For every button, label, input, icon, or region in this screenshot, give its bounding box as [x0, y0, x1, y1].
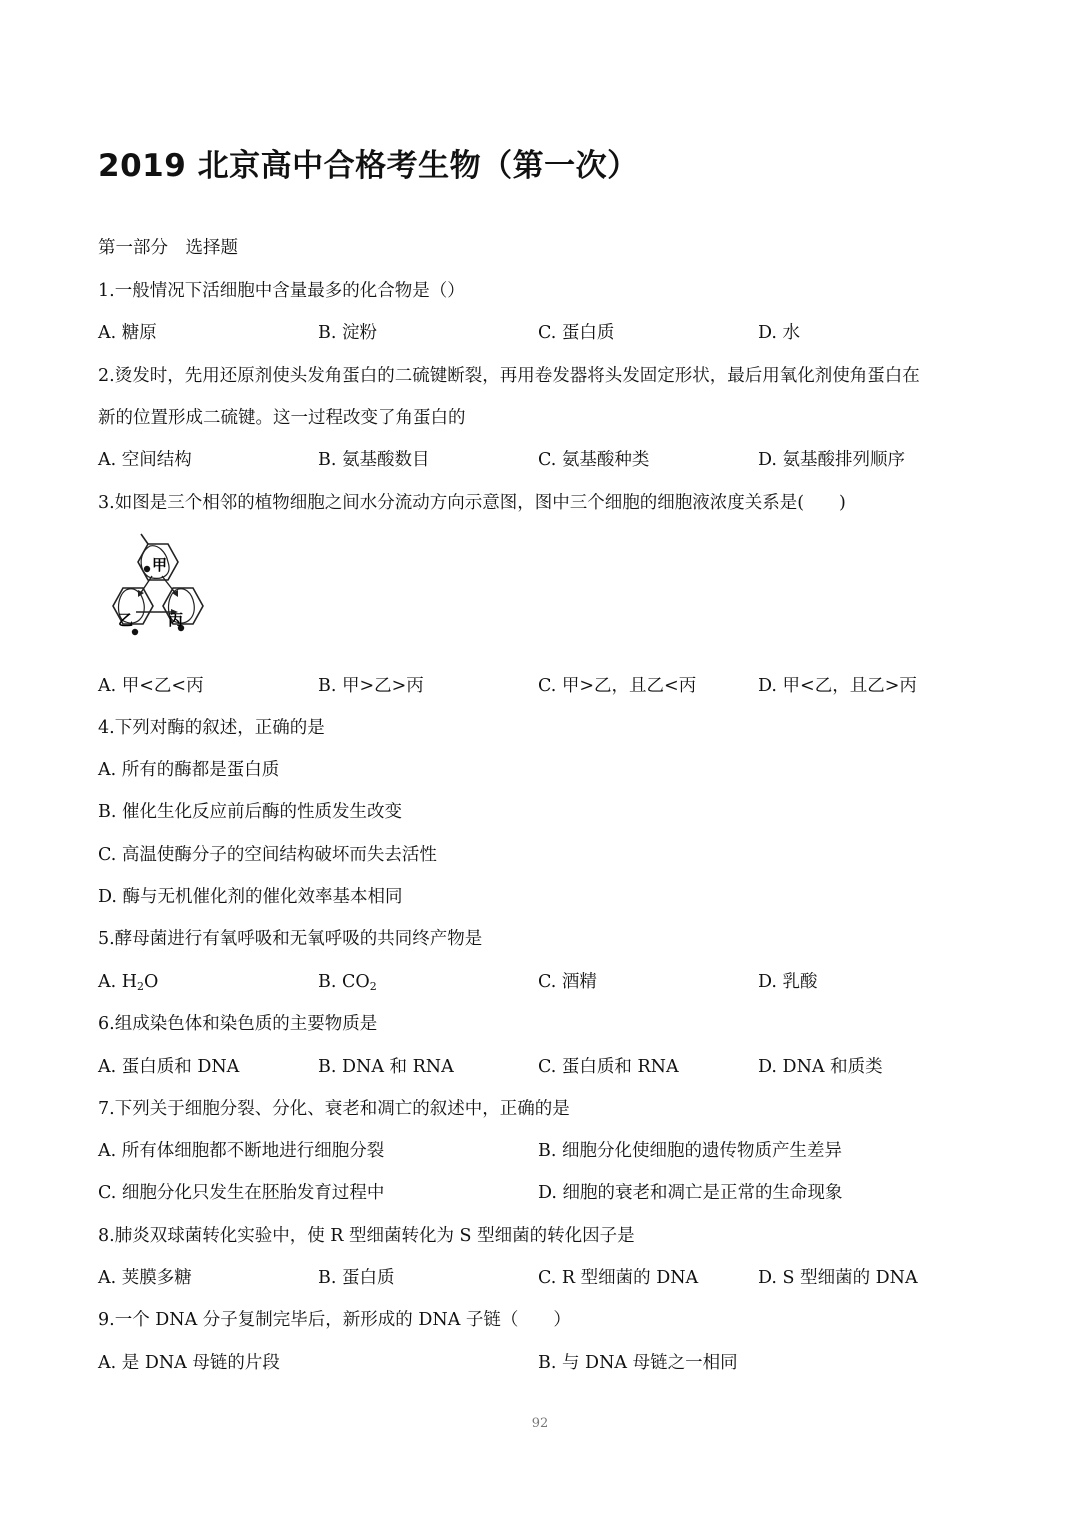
- nucleus-yi: [132, 629, 138, 635]
- question-4-stem: 4.下列对酶的叙述，正确的是: [98, 718, 325, 738]
- page-title: 2019 北京高中合格考生物（第一次）: [98, 148, 639, 184]
- question-3-stem: 3.如图是三个相邻的植物细胞之间水分流动方向示意图，图中三个细胞的细胞液浓度关系是( ): [98, 493, 846, 513]
- question-3-option-d: D. 甲<乙，且乙>丙: [758, 676, 917, 696]
- question-5-option-c: C. 酒精: [538, 972, 597, 992]
- flow-arrow-jia-to-yi: [140, 576, 152, 594]
- question-8-option-d: D. S 型细菌的 DNA: [758, 1268, 918, 1288]
- question-8-option-a: A. 荚膜多糖: [98, 1268, 192, 1288]
- question-9-option-b: B. 与 DNA 母链之一相同: [538, 1353, 738, 1373]
- question-6-option-c: C. 蛋白质和 RNA: [538, 1057, 679, 1077]
- question-1-stem: 1.一般情况下活细胞中含量最多的化合物是（）: [98, 281, 465, 301]
- question-2-stem-line-1: 2.烫发时，先用还原剂使头发角蛋白的二硫键断裂，再用卷发器将头发固定形状，最后用氧化剂使角蛋白在: [98, 366, 920, 386]
- question-7-option-b: B. 细胞分化使细胞的遗传物质产生差异: [538, 1141, 842, 1161]
- question-2-stem-line-2: 新的位置形成二硫键。这一过程改变了角蛋白的: [98, 408, 466, 428]
- question-4-option-a: A. 所有的酶都是蛋白质: [98, 760, 280, 780]
- question-4-option-c: C. 高温使酶分子的空间结构破坏而失去活性: [98, 845, 437, 865]
- question-8-stem: 8.肺炎双球菌转化实验中，使 R 型细菌转化为 S 型细菌的转化因子是: [98, 1226, 635, 1246]
- question-9-stem: 9.一个 DNA 分子复制完毕后，新形成的 DNA 子链（ ）: [98, 1310, 571, 1330]
- question-8-option-c: C. R 型细菌的 DNA: [538, 1268, 699, 1288]
- question-6-option-d: D. DNA 和质类: [758, 1057, 883, 1077]
- label-bing: 丙: [168, 611, 184, 629]
- question-2-option-c: C. 氨基酸种类: [538, 450, 650, 470]
- question-5-option-d: D. 乳酸: [758, 972, 818, 992]
- question-3-option-a: A. 甲<乙<丙: [98, 676, 204, 696]
- plant-cells-water-flow-diagram: [96, 532, 216, 648]
- question-4-option-b: B. 催化生化反应前后酶的性质发生改变: [98, 802, 402, 822]
- question-1-option-d: D. 水: [758, 323, 801, 343]
- question-3-option-b: B. 甲>乙>丙: [318, 676, 424, 696]
- question-5-option-b: B. $CO_2$: [318, 972, 377, 993]
- section-heading: 第一部分 选择题: [98, 238, 238, 258]
- question-2-option-d: D. 氨基酸排列顺序: [758, 450, 906, 470]
- question-5-stem: 5.酵母菌进行有氧呼吸和无氧呼吸的共同终产物是: [98, 929, 483, 949]
- question-7-option-d: D. 细胞的衰老和凋亡是正常的生命现象: [538, 1183, 843, 1203]
- question-3-option-c: C. 甲>乙，且乙<丙: [538, 676, 697, 696]
- label-jia: 甲: [152, 556, 168, 574]
- question-9-option-a: A. 是 DNA 母链的片段: [98, 1353, 280, 1373]
- question-1-option-a: A. 糖原: [98, 323, 157, 343]
- question-1-option-b: B. 淀粉: [318, 323, 377, 343]
- question-5-option-a: A. $H_2O$: [98, 972, 159, 993]
- question-8-option-b: B. 蛋白质: [318, 1268, 395, 1288]
- question-7-stem: 7.下列关于细胞分裂、分化、衰老和凋亡的叙述中，正确的是: [98, 1099, 570, 1119]
- question-2-option-a: A. 空间结构: [98, 450, 192, 470]
- question-6-option-b: B. DNA 和 RNA: [318, 1057, 454, 1077]
- question-6-stem: 6.组成染色体和染色质的主要物质是: [98, 1014, 378, 1034]
- question-6-option-a: A. 蛋白质和 DNA: [98, 1057, 240, 1077]
- question-2-option-b: B. 氨基酸数目: [318, 450, 430, 470]
- question-4-option-d: D. 酶与无机催化剂的催化效率基本相同: [98, 887, 403, 907]
- label-yi: 乙: [118, 611, 134, 629]
- question-7-option-a: A. 所有体细胞都不断地进行细胞分裂: [98, 1141, 385, 1161]
- nucleus-jia: [144, 566, 150, 572]
- question-1-option-c: C. 蛋白质: [538, 323, 615, 343]
- question-7-option-c: C. 细胞分化只发生在胚胎发育过程中: [98, 1183, 385, 1203]
- page-number: 92: [531, 1416, 549, 1431]
